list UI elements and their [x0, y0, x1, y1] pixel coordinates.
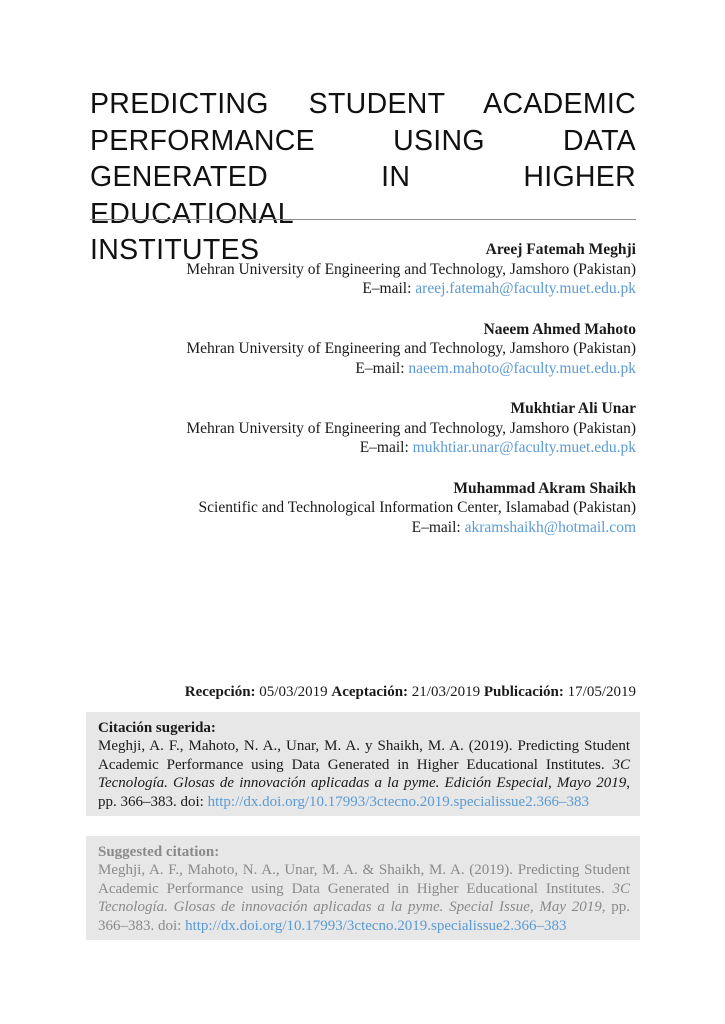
author-block [90, 399, 636, 458]
citation-journal: 3C Tecnología. Glosas de innovación aplicadas a la pyme. Edición Especial, Mayo 2019 [98, 756, 630, 792]
doi-label: doi: [154, 917, 186, 934]
citation-text [98, 861, 630, 935]
author-email-line [90, 518, 636, 538]
email-label: E–mail: [411, 518, 465, 536]
author-name: Areej Fatemah Meghji [485, 241, 636, 258]
author-name: Mukhtiar Ali Unar [510, 400, 636, 417]
doi-label: doi: [176, 793, 208, 810]
author-email-link[interactable]: areej.fatemah@faculty.muet.edu.pk [415, 280, 636, 297]
author-affiliation: Mehran University of Engineering and Technology, Jamshoro (Pakistan) [186, 340, 636, 357]
doi-link[interactable]: http://dx.doi.org/10.17993/3ctecno.2019.specialissue2.366–383 [207, 793, 589, 810]
author-email-link[interactable]: naeem.mahoto@faculty.muet.edu.pk [408, 359, 636, 377]
citation-journal: 3C Tecnología. Glosas de innovación aplicadas a la pyme. Special Issue, May 2019 [98, 880, 630, 916]
title-line: PREDICTING STUDENT ACADEMIC [90, 88, 636, 120]
published-date: 17/05/2019 [563, 684, 636, 700]
author-affiliation: Mehran University of Engineering and Technology, Jamshoro (Pakistan) [186, 260, 636, 278]
citation-reference: Meghji, A. F., Mahoto, N. A., Unar, M. A. y Shaikh, M. A. (2019). Predicting Student Academic Performance using Data Generated in Higher Educational Institutes. [98, 738, 630, 773]
publication-dates [90, 683, 636, 701]
title-line: GENERATED IN HIGHER EDUCATIONAL [90, 161, 636, 230]
title-line: PERFORMANCE USING DATA [90, 124, 636, 157]
author-block [90, 320, 636, 379]
received-label: Recepción: [184, 684, 256, 700]
citation-box-english [86, 836, 640, 940]
author-email-link[interactable]: mukhtiar.unar@faculty.muet.edu.pk [412, 439, 636, 456]
email-label: E–mail: [355, 359, 409, 377]
citation-text [98, 737, 630, 811]
author-email-link[interactable]: akramshaikh@hotmail.com [464, 518, 636, 536]
received-date: 05/03/2019 [255, 684, 332, 700]
citation-heading: Citación sugerida: [98, 720, 216, 736]
title-divider [90, 219, 636, 220]
title-line: INSTITUTES [90, 234, 260, 266]
citation-pages: , pp. 366–383. [98, 775, 630, 810]
author-email-line [90, 359, 636, 379]
email-label: E–mail: [359, 439, 413, 456]
author-block [90, 479, 636, 538]
accepted-label: Aceptación: [331, 684, 409, 700]
published-label: Publicación: [483, 684, 564, 700]
author-name: Muhammad Akram Shaikh [453, 479, 636, 497]
email-label: E–mail: [362, 280, 416, 297]
accepted-date: 21/03/2019 [408, 684, 484, 700]
author-block [90, 240, 636, 299]
author-email-line [90, 279, 636, 299]
citation-heading: Suggested citation: [98, 844, 220, 860]
author-affiliation: Scientific and Technological Information Center, Islamabad (Pakistan) [198, 499, 636, 516]
citation-pages: , pp. 366–383. [98, 899, 631, 934]
doi-link[interactable]: http://dx.doi.org/10.17993/3ctecno.2019.specialissue2.366–383 [185, 917, 567, 934]
author-list [90, 240, 636, 558]
author-affiliation: Mehran University of Engineering and Technology, Jamshoro (Pakistan) [186, 419, 636, 437]
citation-reference: Meghji, A. F., Mahoto, N. A., Unar, M. A. & Shaikh, M. A. (2019). Predicting Student Academic Performance using Data Generated in Higher Educational Institutes. [98, 862, 630, 897]
author-email-line [90, 438, 636, 458]
author-name: Naeem Ahmed Mahoto [483, 320, 636, 338]
citation-box-spanish [86, 712, 640, 816]
